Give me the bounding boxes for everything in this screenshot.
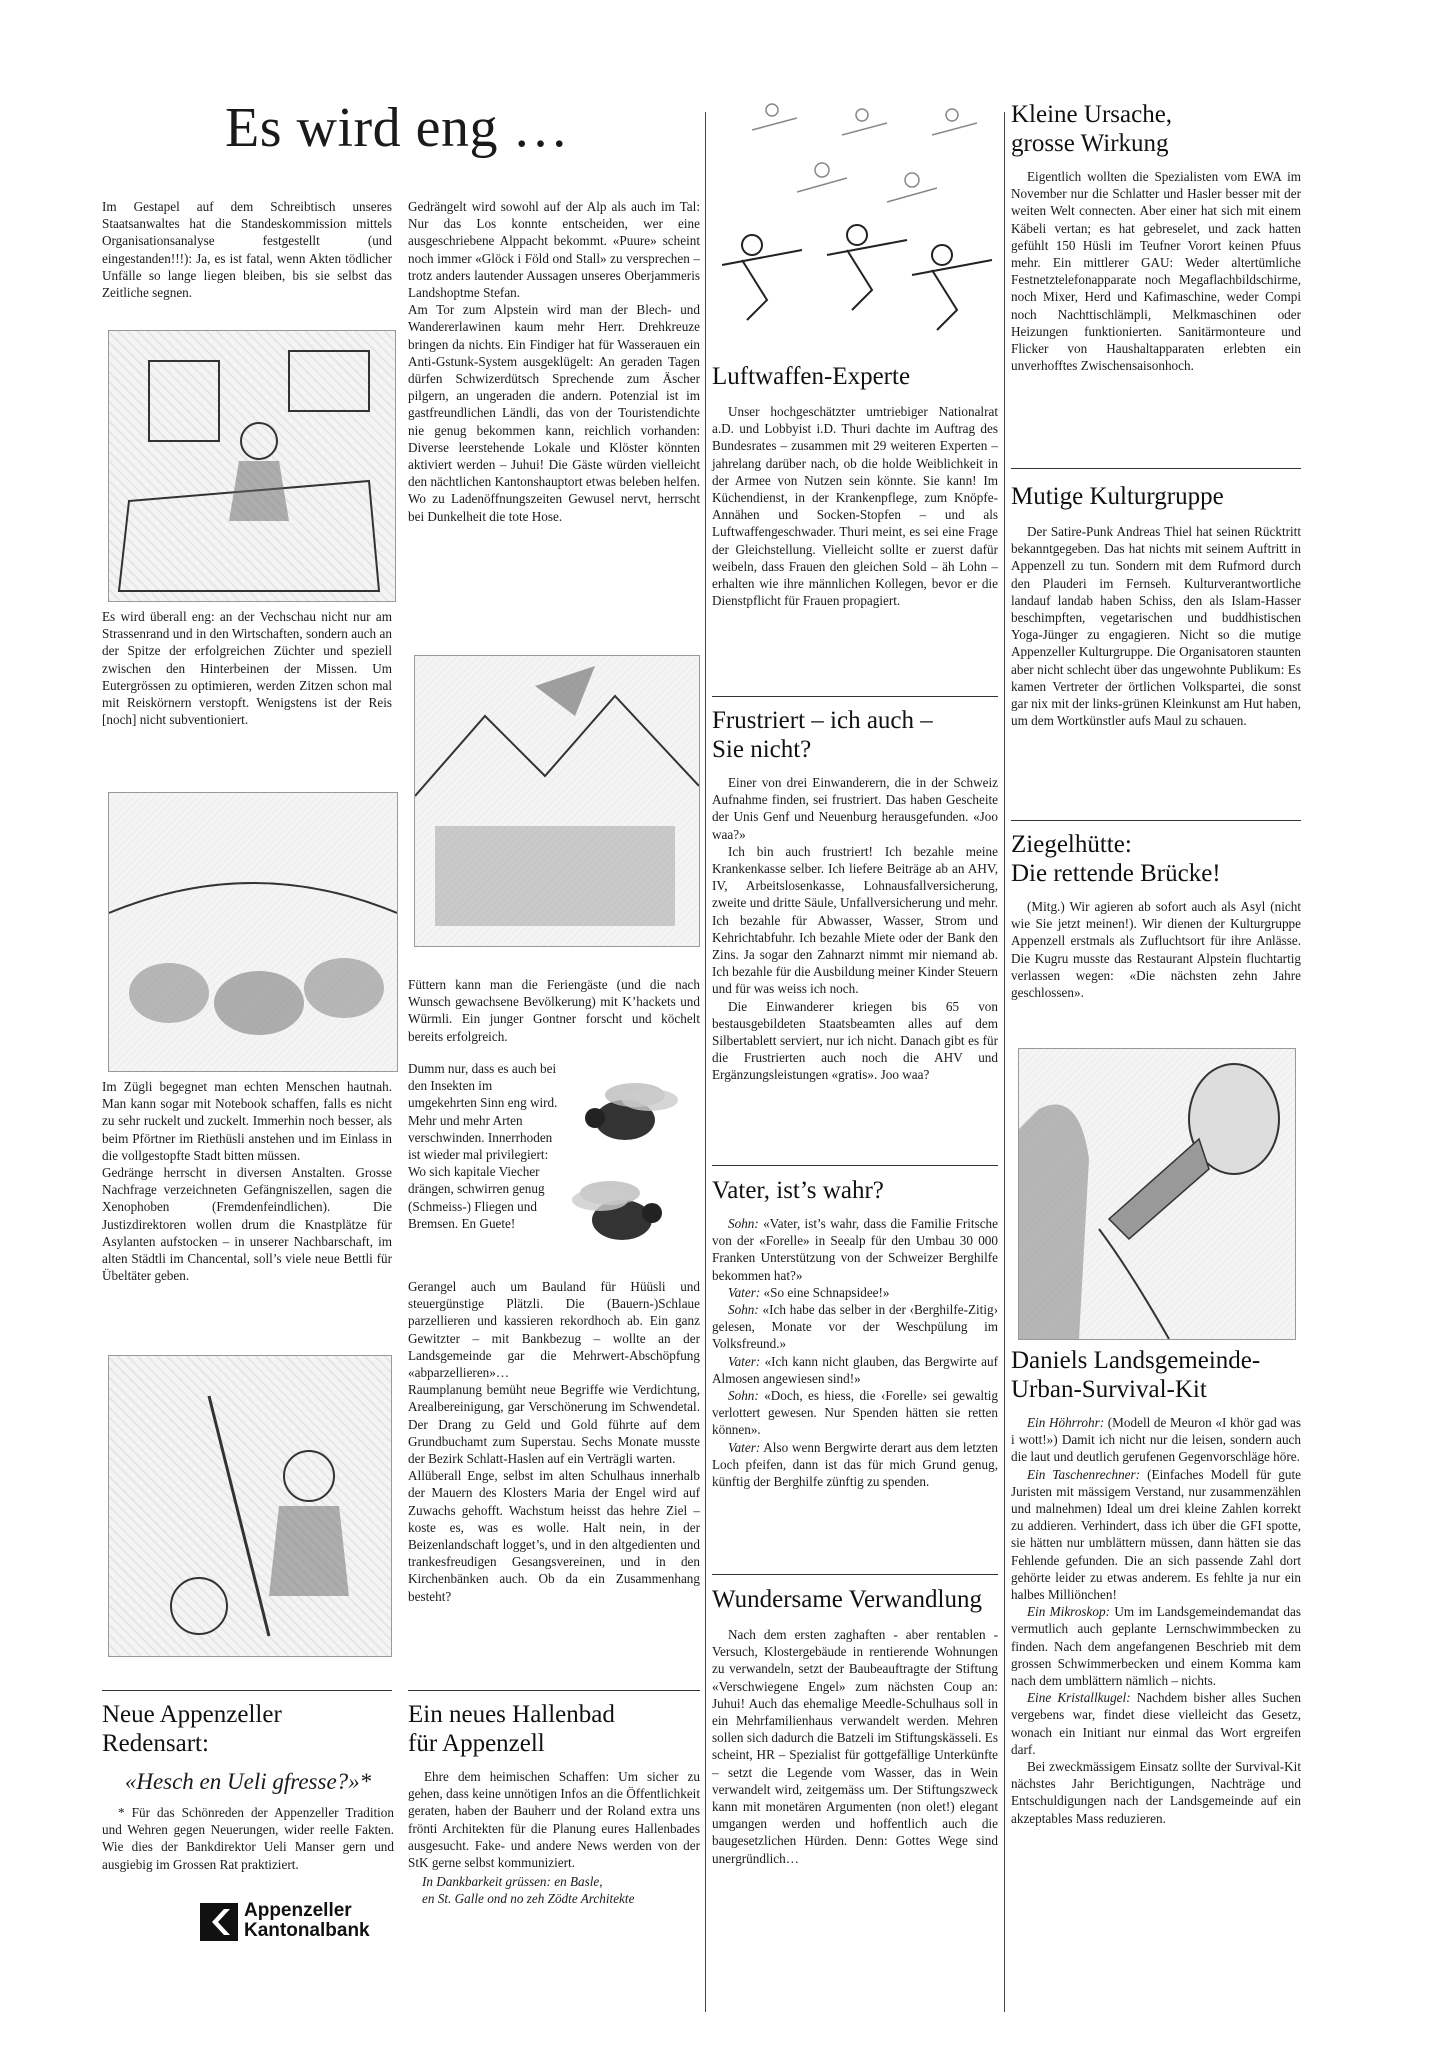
vater-line [712,1387,998,1439]
alphorn-player-illustration [1018,1048,1296,1340]
dialogue-text: «Ich habe das selber in der ‹Berghilfe-Zitig› gelesen, Monate vor der Weschpülung im Volksfreund.» [712,1302,998,1352]
col2-paragraph: Gedrängelt wird sowohl auf der Alp als auch im Tal: Nur das Los konnte entscheiden, wer eine ausgeschriebene Alppacht bekommt. «Puure» scheint noch immer «Glöck i Föld ond Stall» zu versprechen – trotz anders lautender Aussagen unseres Oberjammeris Landshoptme Stefan. [408,199,700,301]
col2-paragraph: Allüberall Enge, selbst im alten Schulhaus innerhalb der Mauern des Klosters Maria der Engel wird auf Zuwachs gehofft. Wachstum heisst das hehre Ziel – koste es, was es wolle. Halt nein, in der Beizenlandschaft logget’s, und in den altgedienten und trankesfreudigen Gesangsvereinen, und in den Kirchenbänken auch. Ob da ein Zusammenhang besteht? [408,1468,700,1604]
farmer-sketch-icon [109,1356,391,1656]
col2-bauland [408,1278,700,1605]
ursache-heading: Kleine Ursache, [1011,101,1173,128]
section-divider [712,1574,998,1575]
kit-item-text: (Modell de Meuron «I khör gad was i wott!») Damit ich nicht nur die leisen, sondern auch die laut und deutlich gerufenen Gegenvorschläge höre. [1011,1415,1301,1465]
dialogue-text: Also wenn Bergwirte derart aus dem letzten Loch pfeifen, dann ist das für mich Grund genug, künftig der Berghilfe zünftig zu spenden. [712,1439,998,1490]
col1-paragraph: Gedränge herrscht in diversen Anstalten. Grosse Nachfrage verzeichneten Gefängniszellen, sagen die Xenophoben (Fremdenfeindlichen). Die Justizdirektoren wollen drum die Knastplätze für Asylanten aufstocken – in unserer Nachbarschaft, im alten Städtli im Chancental, soll’s viele neue Bettli für Übeltäter geben. [102,1165,392,1284]
hallenbad-heading: für Appenzell [408,1730,545,1757]
col1-vechschau [102,608,392,728]
kultur-article [1011,482,1301,729]
daniels-heading: Urban-Survival-Kit [1011,1376,1207,1403]
farmer-illustration [108,1355,392,1657]
hallenbad-body: Ehre dem heimischen Schaffen: Um sicher zu gehen, dass keine unnötigen Infos an die Öffentlichkeit geraten, haben der Bauherr und der Roland extra uns frönti Architekten für die Planung eures Hallenbades ausgesucht. Fake- und andere News werden von der StK gerne selbst kommuniziert. [408,1769,700,1871]
redensart-heading: Neue Appenzeller [102,1701,282,1728]
verwandlung-heading: Wundersame Verwandlung [712,1586,982,1613]
alpstein-crowd-illustration [414,655,700,947]
fly-icon [565,1070,685,1158]
section-divider [712,696,998,697]
daniels-heading: Daniels Landsgemeinde- [1011,1347,1261,1374]
speaker-label: Sohn: [728,1216,759,1231]
luftwaffen-body: Unser hochgeschätzter umtriebiger Nationalrat a.D. und Lobbyist i.D. Thuri dachte im Auftrag des Bundesrates – zusammen mit 29 weiteren Experten – jahrelang darüber nach, ob die holde Weiblichkeit in der Armee von Nutzen sein könnte. Sie kann! Im Küchendienst, in der Krankenpflege, zum Knöpfe-Annähen und Socken-Stopfen – und als Luftwaffengeschwader. Thuri meint, es sei eine Frage der Gleichstellung. Vielleicht sollte er zuerst dafür weibeln, dass Frauen den gleichen Sold – äh Lohn – erhalten wie ihre männlichen Kollegen, bevor er die Dienstpflicht für Frauen propagiert. [712,404,998,609]
redensart-heading: Redensart: [102,1730,209,1757]
ziegel-article [1011,830,1301,1001]
col2-paragraph: Raumplanung bemüht neue Begriffe wie Verdichtung, Arealbereinigung, gar Verschönerung im Schwendetal. Der Drang zu Geld und Gold führte auf dem Grundbuchamt zum Superstau. Sechs Monate musste der Bezirk Schlatt-Haslen auf ein Verträgli warten. [408,1382,700,1467]
ursache-article [1011,100,1301,374]
fly-illustration-1 [565,1070,685,1158]
col2-flies-text [408,1060,558,1232]
section-divider [408,1690,700,1691]
daniels-article [1011,1346,1301,1827]
bank-logo-line2: Kantonalbank [244,1920,370,1941]
vater-line [712,1301,998,1353]
redensart-quote: «Hesch en Ueli gfresse?»* [124,1769,372,1794]
section-divider [1011,820,1301,821]
frustriert-heading: Sie nicht? [712,736,812,763]
cattle-crowd-sketch-icon [109,793,397,1071]
ziegel-body: (Mitg.) Wir agieren ab sofort auch als Asyl (nicht wie Sie jetzt meinen!). Wir dienen der Kulturgruppe Appenzell erstmals als Zufluchtsort für ihre Anlässe. Die Kugru musste das Restaurant Alpstein fluchtartig verlassen wegen: «Die nächsten zehn Jahre geschlossen». [1011,899,1301,1001]
column-divider [705,112,706,2012]
luftwaffen-article [712,362,998,609]
hallenbad-signature: In Dankbarkeit grüssen: en Basle, [422,1874,603,1890]
verwandlung-article [712,1585,998,1867]
kit-item-label: Ein Taschenrechner: [1027,1466,1141,1482]
dialogue-text: «Doch, es hiess, die ‹Forelle› sei gewaltig verlottert gewesen. Nur Spenden hätten sie retten können». [712,1388,998,1438]
office-illustration [108,330,396,602]
ziegel-heading: Ziegelhütte: [1011,831,1132,858]
fly-icon [560,1168,685,1258]
witches-illustration [712,90,998,358]
col1-paragraph: Im Zügli begegnet man echten Menschen hautnah. Man kann sogar mit Notebook schaffen, falls es nicht zu sehr ruckelt und zuckelt. Immerhin noch besser, als beim Pförtner im Riethüsli anstehen und im Einlass in die vollgestopfte Stadt bitten müssen. [102,1079,392,1163]
frustriert-paragraph: Ich bin auch frustriert! Ich bezahle meine Krankenkasse selber. Ich liefere Beiträge ab an AHV, IV, Arbeitslosenkasse, Lohnausfallversicherung, zweite und dritte Säule, Unfallversicherung und mehr. Ich bezahle für Abwasser, Wasser, Strom und Kehrichtabfuhr. Ich bezahle Miete oder der Bank den Zins. Ja sogar den Zahnarzt nimmt mir niemand ab. Ich bezahle für die Ausbildung meiner Kinder Steuern und für was weiss ich noch. [712,843,999,997]
horn-player-sketch-icon [1019,1049,1295,1339]
speaker-label: Sohn: [728,1302,759,1318]
kit-item [1011,1603,1301,1689]
vater-line [712,1215,998,1284]
bank-logo [200,1901,400,1945]
ursache-body: Eigentlich wollten die Spezialisten vom EWA im November nur die Schlatter und Hasler besser mit der weiten Welt connecten. Aber einer hat sich mit einem Käbeli vertan; es hat gebreselet, und zack hatten gefühlt 150 Hüsli im Teufner Vorort keinen Pfuus mehr. Ein mittlerer GAU: Weder altertümliche Festnetztelefonapparate noch Megaflachbildschirme, noch Mixer, Herd und Kafimaschine, weder Compi noch Nachttischlämpli, Melkmaschinen oder Heizungen funktionierten. Sanitärmonteure und Flicker von Haushaltapparaten erlebten ein unverhofftes Zwischensaisonhoch. [1011,169,1301,374]
vater-heading: Vater, ist’s wahr? [712,1177,884,1204]
col1-zuegli [102,1078,392,1284]
kultur-body: Der Satire-Punk Andreas Thiel hat seinen Rücktritt bekanntgegeben. Das hat nichts mit seinem Auftritt in Appenzell zu tun. Sondern mit dem Rufmord durch den Plauderi im Fernseh. Kulturverantwortliche landauf landab haben Schiss, den als Islam-Hasser beschimpften, vegetarischen und buddhistischen Yoga-Jünger zu engagieren. Nicht so die mutige Appenzeller Kulturgruppe. Die Organisatoren staunten aber nicht schlecht über das ungewohnte Publikum: Es kamen Vertreter der örtlichen Volkspartei, die sonst gar nix mit der links-grünen Kleinkunst am Hut haben, um dem Wortkünstler aufs Maul zu schauen. [1011,524,1301,729]
kit-item [1011,1689,1301,1758]
column-divider [1004,112,1005,2012]
col2-feriengaeste [408,976,700,1045]
cattle-crowd-illustration [108,792,398,1072]
section-divider [1011,468,1301,469]
col2-paragraph: Dumm nur, dass es auch bei den Insekten im umgekehrten Sinn eng wird. Mehr und mehr Arten verschwinden. Innerrhoden ist wieder mal privilegiert: Wo sich kapitale Viecher drängen, schwirren genug (Schmeiss-) Fliegen und Bremsen. En Guete! [408,1061,558,1231]
bank-logo-icon [200,1903,238,1941]
vater-article [712,1176,998,1490]
speaker-label: Vater: [728,1353,761,1369]
kit-item [1011,1414,1301,1466]
kit-item-label: Ein Höhrrohr: [1027,1415,1105,1430]
hallenbad-article [408,1700,700,1908]
col1-paragraph: Im Gestapel auf dem Schreibtisch unseres Staatsanwaltes hat die Standeskommission mittels Organisationsanalyse festgestellt (und eingestanden!!!): Ja, es ist fatal, wenn Akten tödlicher Unfälle so lange liegen bleiben, bis sie selbst das Zeitliche segnen. [102,199,392,301]
speaker-label: Vater: [728,1284,761,1300]
speaker-label: Sohn: [728,1388,759,1404]
vater-line [712,1439,998,1491]
col1-paragraph: Es wird überall eng: an der Vechschau nicht nur am Strassenrand und in den Wirtschaften, sondern auch an der Spitze der erfolgreichen Züchter und speziell zwischen den Hinterbeinen der Missen. Um Eutergrössen zu optimieren, werden Zitzen schon mal mit Reiskörnern verstopft. Wenigstens ist der Reis [noch] nicht subventioniert. [102,609,392,728]
col2-paragraph: Füttern kann man die Feriengäste (und die nach Wunsch gewachsene Bevölkerung) mit K’hackets und Würmli. Ein junger Gontner forscht und köchelt bereits erfolgreich. [408,977,700,1044]
section-divider [102,1690,392,1691]
dialogue-text: «Vater, ist’s wahr, dass die Familie Fritsche von der «Forelle» in Seealp für den Umbau 30 000 Franken Unterstützung von der Schweizer Berghilfe bekommen hat?» [712,1216,998,1283]
verwandlung-body: Nach dem ersten zaghaften - aber rentablen - Versuch, Klostergebäude in rentierende Wohnungen zu verwandeln, setzt der Baubeauftragte der Stiftung «Verschwiegene Engel» zum nächsten Coup an: Juhui! Auch das ehemalige Meedle-Schulhaus soll in ein Mehrfamilienhaus verwandelt werden. Mehren sollen sich dadurch die Batzeli im Stiftungskässeli. Es scheint, HR – Spezialist für gottgefällige Unterkünfte – setzt die Legende vom Wasser, das in Wein verwandelt wird, zeitgemäss um. Der Stiftungszweck kann mit monetären Argumenten (non olet!) elegant umgangen werden und hoffentlich auch die baugesetzlichen Hürden. Denn: Gottes Wege sind unergründlich… [712,1627,998,1866]
col2-paragraph: Gerangel auch um Bauland für Hüüsli und steuergünstige Plätzli. Die (Bauern-)Schlaue parzellieren und kassieren rekordhoch ab. Ein ganz Gewitzter – mit Bankbezug – wollte an der Landsgemeinde gar die Mehrwert-Abschöpfung «abparzellieren»… [408,1279,700,1381]
redensart-article [102,1700,394,1873]
vater-line [712,1284,998,1301]
kultur-heading: Mutige Kulturgruppe [1011,483,1224,510]
mountain-crowd-sketch-icon [415,656,699,946]
vater-line [712,1353,998,1387]
kit-item-text: (Einfaches Modell für gute Juristen mit mässigem Verstand, nur zusammenzählen und malnehmen) Ideal um drei kleine Zahlen korrekt zu addieren. Verhindert, dass ich über die GFI spotte, sie hätten nur umblättern müssen, dann hätten sie das Fehlende gefunden. Die an sich passende Zahl dort gehörte leider zu etwas anderem. Es fehlte ja nur ein halbes Milliönchen! [1011,1466,1301,1603]
redensart-body: * Für das Schönreden der Appenzeller Tradition und Wehren gegen Neuerungen, wider reelle Fakten. Wie dies der Bankdirektor Ueli Manser gern und ausgiebig im Grossen Rat praktiziert. [102,1805,394,1872]
dialogue-text: «So eine Schnapsidee!» [760,1284,890,1300]
luftwaffen-heading: Luftwaffen-Experte [712,363,911,390]
speaker-label: Vater: [728,1439,761,1455]
section-divider [712,1165,998,1166]
kit-item-label: Ein Mikroskop: [1027,1604,1110,1620]
frustriert-heading: Frustriert – ich auch – [712,707,933,734]
dialogue-text: «Ich kann nicht glauben, das Bergwirte auf Almosen angewiesen sind!» [712,1353,998,1386]
col2-paragraph: Am Tor zum Alpstein wird man der Blech- und Wandererlawinen kaum mehr Herr. Drehkreuze bringen da nichts. Ein Findiger hat für Wasserauen ein Anti-Gstunk-System ausgeklügelt: An geraden Tagen dürfen Schwizerdütsch Sprechende zum Äscher pilgern, an ungeraden die andern. Potenzial ist im gastfreundlichen Ländli, das von der Touristendichte nie genug bekommen kann, reichlich vorhanden: Diverse leerstehende Lokale und Klöster könnten aktiviert werden – Juhui! Die Gäste würden vielleicht den nächtlichen Kantonshauptort etwas beleben helfen. Wo zu Ladenöffnungszeiten Gewusel nervt, herrscht bei Dunkelheit die tote Hose. [408,302,700,524]
frustriert-paragraph: Einer von drei Einwanderern, die in der Schweiz Aufnahme finden, sei frustriert. Das haben Gescheite der Unis Genf und Neuenburg herausgefunden. «Joo waa?» [712,775,998,842]
bank-logo-line1: Appenzeller [244,1900,352,1921]
hallenbad-heading: Ein neues Hallenbad [408,1701,615,1728]
page-title: Es wird eng … [225,97,570,159]
col1-intro [102,198,392,301]
fly-illustration-2 [560,1168,685,1258]
hallenbad-signature: en St. Galle ond no zeh Zödte Architekte [422,1891,635,1907]
ursache-heading: grosse Wirkung [1011,130,1169,157]
col2-top [408,198,700,525]
kit-item-text: Um im Landsgemeindemandat das vermutlich auch geplante Lernschwimmbecken zu finden. Nach dem angefangenen Beschrieb mit dem grossen Schwimmerbecken und einem Komma kam nach dem umblättern nämlich – nichts. [1011,1604,1301,1689]
kit-paragraph: Bei zweckmässigem Einsatz sollte der Survival-Kit nächstes Jahr Berichtigungen, Nachträge und Entschuldigungen nach der Landsgemeinde auf ein akzeptables Mass reduzieren. [1011,1759,1301,1826]
office-sketch-icon [109,331,395,601]
frustriert-paragraph: Die Einwanderer kriegen bis 65 von bestausgebildeten Staatsbeamten alles auf dem Silbertablett serviert, nur ich nicht. Danach gibt es für die Frustrierten auch noch die AHV und Ergänzungsleistungen «gratis». Joo waa? [712,998,998,1083]
kit-item-text: Nachdem bisher alles Suchen vergebens war, findet diese vielleicht das Gesetz, wonach ein Initiant nur einmal das Wort ergreifen darf. [1011,1690,1301,1757]
frustriert-article [712,706,998,1084]
kit-item [1011,1466,1301,1604]
ziegel-heading: Die rettende Brücke! [1011,860,1221,887]
flying-witches-icon [712,90,998,358]
kit-item-label: Eine Kristallkugel: [1027,1690,1131,1706]
